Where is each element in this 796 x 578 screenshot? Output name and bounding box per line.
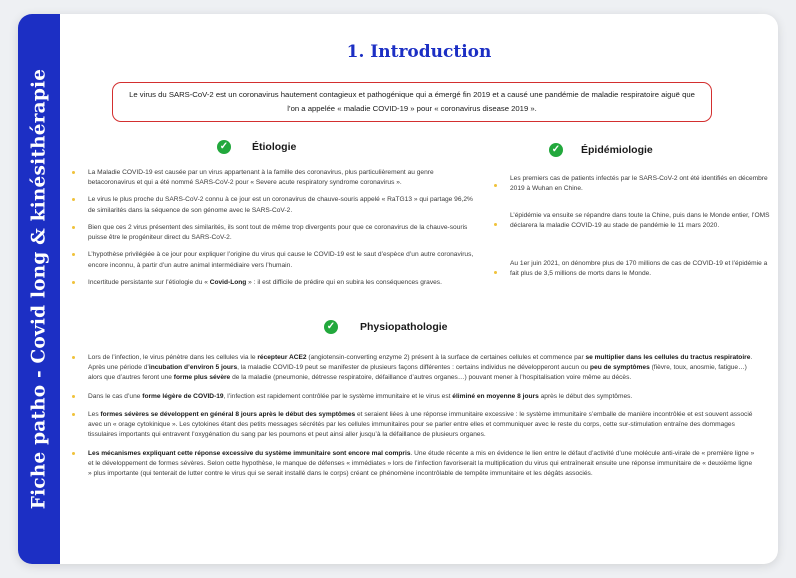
bullet-icon [494,271,497,274]
etiologie-list [66,168,474,288]
intro-box [112,82,712,122]
list-item: Lors de l’infection, le virus pénètre dans les cellules via le récepteur ACE2 (angiotensin-converting enzyme 2) présent à la surface de certaines cellules et commence par se multiplier dans les cellules du tractus respiratoire. Après une période d’incubation d’environ 5 jours, la maladie COVID-19 peut se manifester de plusieurs façons différentes : certains individus ne développeront aucun ou peu de symptômes (fièvre, toux, anosmie, fatigue…) alors que d’autres feront une forme plus sévère de la maladie (pneumonie, détresse respiratoire, défaillance d’autres organes…) pouvant mener à l’hospitalisation voire même au décès. [66,353,756,384]
intro-text: Le virus du SARS-CoV-2 est un coronavirus hautement contagieux et pathogénique qui a émergé fin 2019 et a causé une pandémie de maladie respiratoire aiguë que l’on a appelée « maladie COVID-19 » pour « coronavirus disease 2019 ». [129,89,695,113]
bullet-icon [72,281,75,284]
physiopathologie-title: Physiopathologie [360,321,448,333]
bullet-icon [72,253,75,256]
list-item: Les premiers cas de patients infectés par le SARS-CoV-2 ont été identifiés en décembre 2019 à Wuhan en Chine. [488,174,776,194]
bullet-icon [72,452,75,455]
list-item: Les mécanismes expliquant cette réponse excessive du système immunitaire sont encore mal compris. Une étude récente a mis en évidence le lien entre le défaut d’activité d’une molécule anti-virale de « première ligne » et le développement de formes sévères. Selon cette hypothèse, le manque de défenses « immédiates » lors de l’infection favoriserait la multiplication du virus qui entraînerait ensuite une réponse immunitaire de « deuxième ligne » plus importante (qui tenterait de lutter contre le virus qui se serait installé dans le corps) créant ce phénomène incontrôlable de tempête immunitaire et les dégâts associés. [66,449,756,480]
etiologie-heading [217,140,296,154]
list-item: Le virus le plus proche du SARS-CoV-2 connu à ce jour est un coronavirus de chauve-souris appelé « RaTG13 » qui partage 96,2% de similarités dans la séquence de son génome avec le SARS-CoV-2. [66,195,474,215]
physiopathologie-heading [324,320,448,334]
epidemiologie-title: Épidémiologie [581,144,653,156]
bullet-icon [72,198,75,201]
list-item: Incertitude persistante sur l’étiologie du « Covid-Long » : il est difficile de prédire qui en subira les conséquences graves. [66,278,474,288]
bullet-icon [72,171,75,174]
bullet-icon [494,184,497,187]
epidemiologie-heading [549,143,653,157]
bullet-icon [494,223,497,226]
bullet-icon [72,413,75,416]
physiopathologie-list [66,353,756,479]
fiche-card [18,14,778,564]
list-item: L’hypothèse privilégiée à ce jour pour expliquer l’origine du virus qui cause le COVID-19 est le saut d’espèce d’un autre coronavirus, encore inconnu, à partir d’un autre animal intermédiaire vers l’humain. [66,250,474,270]
sidebar-title: Fiche patho - Covid long & kinésithérapie [28,68,50,510]
etiologie-title: Étiologie [252,141,297,153]
list-item: La Maladie COVID-19 est causée par un virus appartenant à la famille des coronavirus, plus particulièrement au genre betacoronavirus et qui a été nommé SARS-CoV-2 pour « Severe acute respiratory syndrome coronavirus ». [66,168,474,188]
epidemiologie-list [488,174,770,294]
bullet-icon [72,395,75,398]
bullet-icon [72,356,75,359]
list-item: Au 1er juin 2021, on dénombre plus de 170 millions de cas de COVID-19 et l’épidémie a fait plus de 3,5 millions de morts dans le Monde. [488,259,776,279]
check-circle-icon: ✓ [549,143,563,157]
check-circle-icon: ✓ [217,140,231,154]
sidebar [18,14,60,564]
list-item: L’épidémie va ensuite se répandre dans toute la Chine, puis dans le Monde entier, l’OMS déclarera la maladie COVID-19 au stade de pandémie le 11 mars 2020. [488,211,776,231]
bullet-icon [72,226,75,229]
check-circle-icon: ✓ [324,320,338,334]
list-item: Dans le cas d’une forme légère de COVID-19, l’infection est rapidement contrôlée par le système immunitaire et le virus est éliminé en moyenne 8 jours après le début des symptômes. [66,392,756,402]
list-item: Les formes sévères se développent en général 8 jours après le début des symptômes et seraient liées à une réponse immunitaire excessive : le système immunitaire s’emballe de manière incontrôlée et est souvent associé avec un « orage cytokinique ». Les cytokines étant des petits messages sécrétés par les cellules immunitaires pour se parler entre elles et communiquer avec le reste du corps, cette sur-stimulation entraîne des dommages tissulaires importants qui entravent l’oxygénation du sang par les poumons et peut ainsi aller jusqu’à la défaillance de plusieurs organes. [66,410,756,441]
page-title: 1. Introduction [346,42,492,62]
list-item: Bien que ces 2 virus présentent des similarités, ils sont tout de même trop divergents pour que ce coronavirus de la chauve-souris puisse être le progéniteur direct du SARS-CoV-2. [66,223,474,243]
